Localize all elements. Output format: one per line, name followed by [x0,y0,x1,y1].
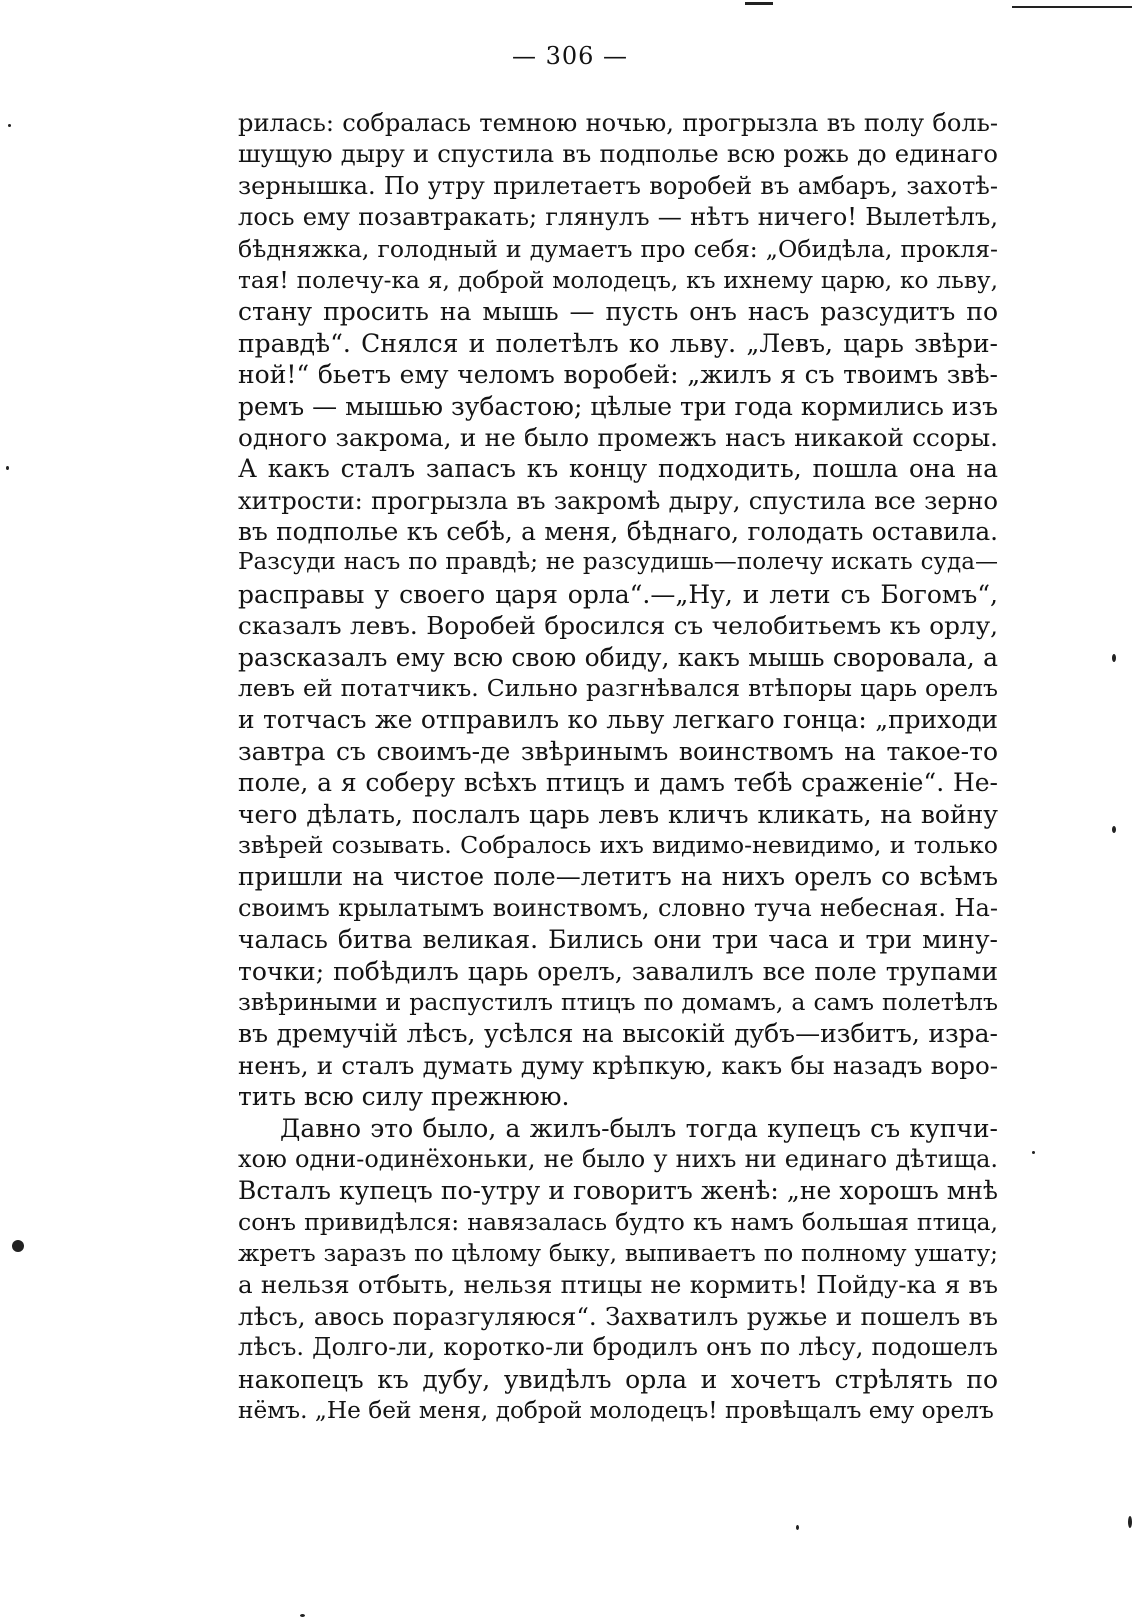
scan-speck [1128,1516,1132,1528]
scan-speck [1112,826,1116,833]
text-line: въ подполье къ себѣ, а меня, бѣднаго, голодать оставила. [238,517,998,547]
text-line: нёмъ. „Не бей меня, доброй молодецъ! провѣщалъ ему орелъ [238,1397,994,1425]
page-number: — 306 — [511,42,629,70]
scan-speck [796,1525,799,1530]
text-line: расправы у своего царя орла“.—„Ну, и лети съ Богомъ“, [238,579,998,609]
text-line: ремъ — мышью зубастою; цѣлые три года кормились изъ [238,391,998,421]
text-line: правдѣ“. Снялся и полетѣлъ ко льву. „Левъ, царь звѣри- [238,328,998,358]
text-line: рилась: собралась темною ночью, прогрызла въ полу боль- [238,109,998,137]
text-line: зернышка. По утру прилетаетъ воробей въ амбаръ, захотѣ- [238,171,998,200]
scan-speck [6,466,9,470]
text-line: хою одни-одинёхоньки, не было у нихъ ни единаго дѣтища. [238,1144,998,1173]
body-text [238,108,998,1426]
text-line: сказалъ левъ. Воробей бросился съ челобитьемъ къ орлу, [238,611,998,641]
text-line: чалась битва великая. Бились они три часа и три мину- [238,925,998,955]
text-line: точки; побѣдилъ царь орелъ, завалилъ все поле трупами [238,956,998,986]
text-line: лѣсъ. Долго-ли, коротко-ли бродилъ онъ по лѣсу, подошелъ [238,1333,998,1362]
text-line: лось ему позавтракать; глянулъ — нѣтъ ничего! Вылетѣлъ, [238,203,998,232]
text-line: накопецъ къ дубу, увидѣлъ орла и хочетъ стрѣлять по [238,1364,998,1394]
text-line: сонъ привидѣлся: навязалась будто къ намъ большая птица, [238,1207,998,1236]
scan-speck [12,1240,24,1252]
text-line: левъ ей потатчикъ. Сильно разгнѣвался втѣпоры царь орелъ [238,674,998,703]
scan-speck [300,1614,305,1617]
text-line: разсказалъ ему всю свою обиду, какъ мышь своровала, а [238,642,998,672]
text-line: жретъ заразъ по цѣлому быку, выпиваетъ по полному ушату; [238,1240,998,1268]
text-line: чего дѣлать, послалъ царь левъ кличъ кликать, на войну [238,799,998,829]
text-line: Разсуди насъ по правдѣ; не разсудишь—полечу искать суда— [238,549,998,576]
text-line: звѣриными и распустилъ птицъ по домамъ, а самъ полетѣлъ [238,987,998,1016]
text-line: А какъ сталъ запасъ къ концу подходить, пошла она на [238,454,998,484]
text-line: Давно это было, а жилъ-былъ тогда купецъ съ купчи- [280,1113,998,1143]
text-line: бѣдняжка, голодный и думаетъ про себя: „Обидѣла, прокля- [238,234,998,263]
text-line: своимъ крылатымъ воинствомъ, словно туча небесная. На- [238,893,998,922]
scan-speck [1112,654,1116,662]
text-line: тить всю силу прежнюю. [238,1082,570,1112]
text-line: Всталъ купецъ по-утру и говоритъ женѣ: „не хорошъ мнѣ [238,1176,998,1206]
text-line: въ дремучій лѣсъ, усѣлся на высокій дубъ—избитъ, изра- [238,1019,998,1049]
text-line: ной!“ бьетъ ему челомъ воробей: „жилъ я съ твоимъ звѣ- [238,360,998,390]
text-line: шущую дыру и спустила въ подполье всю рожь до единаго [238,140,998,169]
scan-speck [1032,1151,1035,1154]
text-line: пришли на чистое поле—летитъ на нихъ орелъ со всѣмъ [238,862,998,892]
text-line: стану просить на мышь — пусть онъ насъ разсудитъ по [238,297,998,327]
text-line: ненъ, и сталъ думать думу крѣпкую, какъ бы назадъ воро- [238,1050,998,1080]
text-line: и тотчасъ же отправилъ ко льву легкаго гонца: „приходи [238,705,998,735]
text-line: лѣсъ, авось поразгуляюся“. Захватилъ ружье и пошелъ въ [238,1301,998,1331]
scan-edge-mark [745,2,773,5]
text-line: хитрости: прогрызла въ закромѣ дыру, спустила все зерно [238,485,998,515]
scan-speck [8,124,11,127]
text-line: одного закрома, и не было промежъ насъ никакой ссоры. [238,422,998,452]
text-line: звѣрей созывать. Собралось ихъ видимо-невидимо, и только [238,830,998,859]
text-line: завтра съ своимъ-де звѣринымъ воинствомъ на такое-то [238,736,998,766]
text-line: тая! полечу-ка я, доброй молодецъ, къ ихнему царю, ко льву, [238,266,998,294]
scan-edge-mark [1012,6,1132,8]
text-line: а нельзя отбыть, нельзя птицы не кормить! Пойду-ка я въ [238,1270,998,1300]
text-line: поле, а я соберу всѣхъ птицъ и дамъ тебѣ сраженіе“. Не- [238,768,998,798]
